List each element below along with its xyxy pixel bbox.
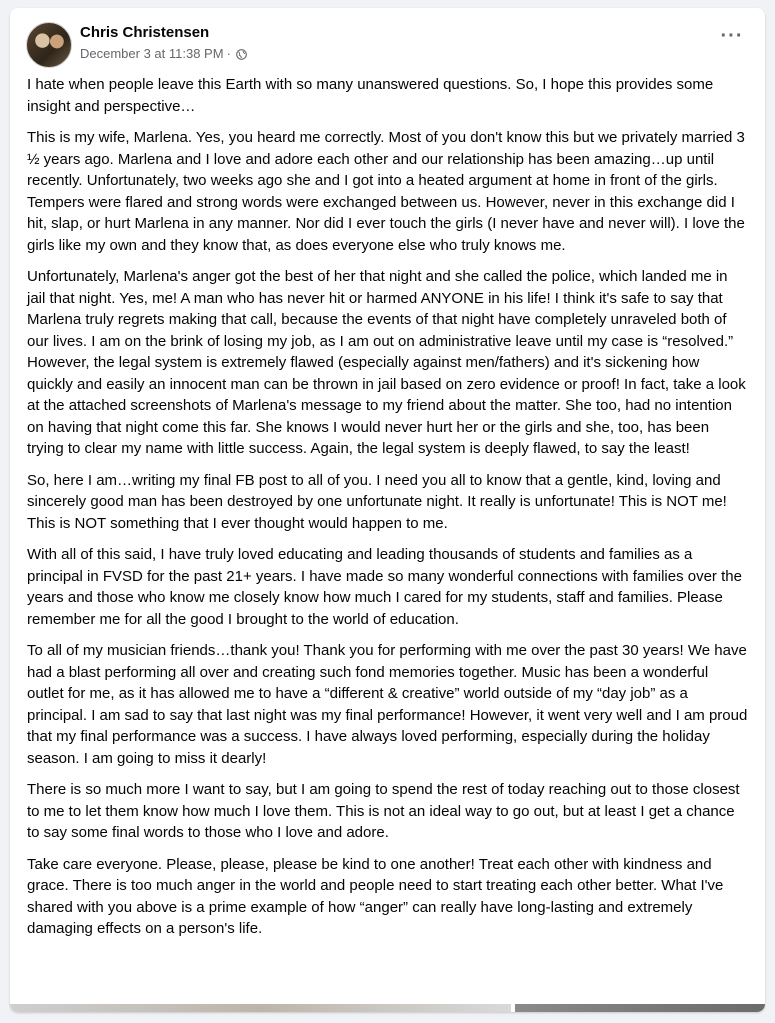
post-paragraph: There is so much more I want to say, but I am going to spend the rest of today reaching out to those closest to me to let them know how much I love them. This is not an ideal way to go out, but at least I get a chance to say some final words to those who I love and adore.: [27, 781, 740, 841]
post-paragraph: Unfortunately, Marlena's anger got the best of her that night and she called the police, which landed me in jail that night. Yes, me! A man who has never hit or harmed ANYONE in his life! I think it's safe to say that Marlena truly regrets making that call, because the events of that night have completely unraveled both of our lives. I am on the brink of losing my job, as I am out on administrative leave until my case is “resolved.” However, the legal system is extremely flawed (especially against men/fathers) and it's sickening how quickly and easily an innocent man can be thrown in jail based on zero evidence or proof! In fact, take a look at the attached screenshots of Marlena's message to my friend about the matter. She too, had no intention on having that night come this far. She knows I would never hurt her or the girls and she, too, has been trying to clear my name with little success. Again, the legal system is deeply flawed, to say the least!: [27, 268, 746, 457]
post-header: [26, 20, 749, 68]
attached-image[interactable]: [515, 1004, 765, 1012]
globe-icon[interactable]: [236, 48, 247, 59]
more-options-icon[interactable]: ···: [720, 25, 744, 47]
post-paragraph: This is my wife, Marlena. Yes, you heard me correctly. Most of you don't know this but we privately married 3 ½ years ago. Marlena and I love and adore each other and our relationship has been amazing…up until recently. Unfortunately, two weeks ago she and I got into a heated argument at home in front of the girls. Tempers were flared and strong words were exchanged between us. However, never in this exchange did I hit, slap, or hurt Marlena in any manner. Nor did I ever touch the girls (I never have and never will). I love the girls like my own and they know that, as does everyone else who truly knows me.: [27, 129, 745, 254]
post-meta: [80, 46, 247, 61]
post-paragraph: I hate when people leave this Earth with so many unanswered questions. So, I hope this provides some insight and perspective…: [27, 76, 714, 115]
author-name[interactable]: Chris Christensen: [80, 24, 210, 41]
avatar[interactable]: [26, 22, 72, 68]
post-paragraph: With all of this said, I have truly loved educating and leading thousands of students and families as a principal in FVSD for the past 21+ years. I have made so many wonderful connections with families over the years and those who know me closely know how much I cared for my students, staff and families. Please remember me for all the good I brought to the world of education.: [27, 546, 742, 628]
attached-images-strip[interactable]: [10, 1004, 765, 1012]
post-paragraph: Take care everyone. Please, please, please be kind to one another! Treat each other with kindness and grace. There is too much anger in the world and people need to start treating each other better. What I've shared with you above is a prime example of how “anger” can really have long-lasting and extremely damaging effects on a person's life.: [27, 855, 724, 937]
post-paragraph: To all of my musician friends…thank you! Thank you for performing with me over the past 30 years! We have had a blast performing all over and creating such fond memories together. Music has been a wonderful outlet for me, as it has allowed me to have a “different & creative” world outside of my “day job” as a principal. I am sad to say that last night was my final performance! However, it went very well and I am proud that my final performance was a success. I have always loved performing, especially during the holiday season. I am going to miss it dearly!: [27, 642, 748, 767]
post-paragraph: So, here I am…writing my final FB post to all of you. I need you all to know that a gentle, kind, loving and sincerely good man has been destroyed by one unfortunate night. It really is unfortunate! This is NOT me! This is NOT something that I ever thought would happen to me.: [27, 471, 727, 532]
post-timestamp[interactable]: December 3 at 11:38 PM: [80, 46, 224, 61]
meta-separator: ·: [226, 46, 231, 61]
post-body: [27, 74, 749, 950]
post-card: [10, 8, 765, 1012]
attached-image[interactable]: [10, 1004, 511, 1012]
